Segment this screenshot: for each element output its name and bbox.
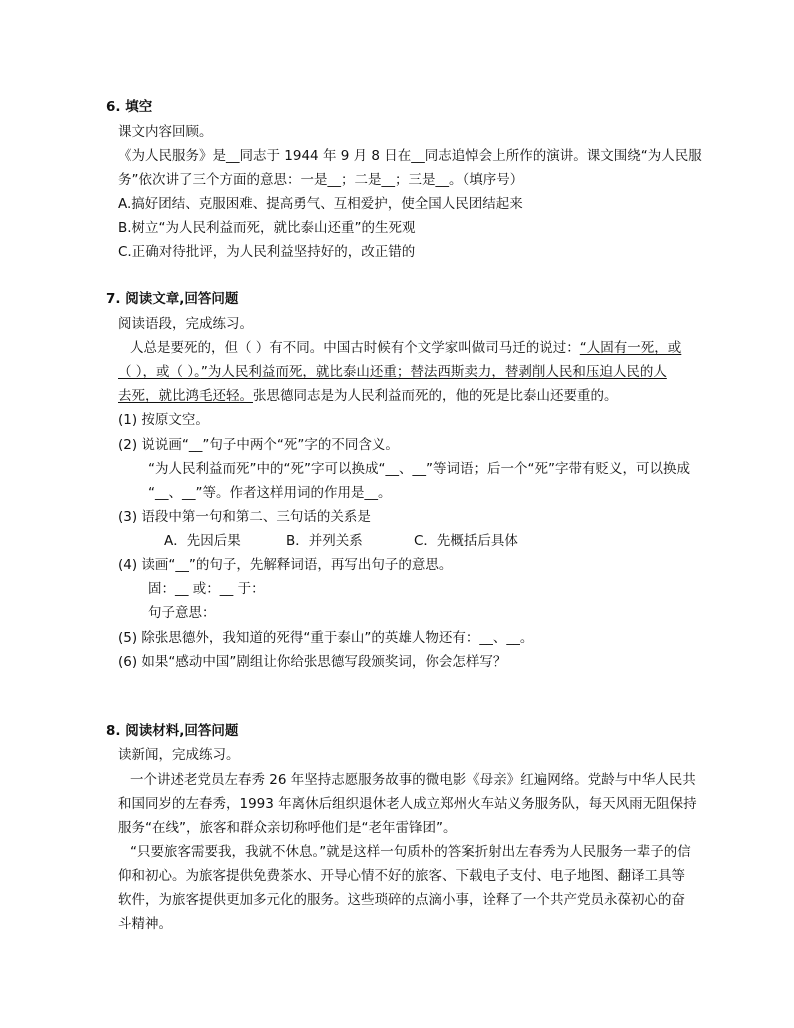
q8-paragraph-line: 软件，为旅客提供更加多元化的服务。这些琐碎的点滴小事，诠释了一个共产党员永葆初心的奋 bbox=[118, 892, 685, 908]
q7-item-3-option-a: A．先因后果 bbox=[164, 533, 241, 549]
q8-intro: 读新闻，完成练习。 bbox=[118, 747, 240, 763]
q7-item-6: (6) 如果“感动中国”剧组让你给张思德写段颁奖词，你会怎样写？ bbox=[118, 654, 507, 670]
q7-passage-line bbox=[118, 390, 618, 404]
q7-item-3-option-b: B．并列关系 bbox=[286, 533, 363, 549]
q7-passage-line bbox=[118, 366, 667, 380]
q7-item-5: (5) 除张思德外，我知道的死得“重于泰山”的英雄人物还有：__、__。 bbox=[118, 630, 534, 646]
underlined-sentence: “人固有一死，或 bbox=[579, 340, 682, 356]
q8-paragraph-line: 和国同岁的左春秀，1993 年离休后组织退休老人成立郑州火车站义务服务队，每天风雨无阻保持 bbox=[118, 796, 697, 812]
q6-instruction: 课文内容回顾。 bbox=[118, 124, 213, 140]
q7-item-4-meaning: 句子意思： bbox=[148, 605, 216, 621]
q7-item-2: (2) 说说画“__”句子中两个“死”字的不同含义。 bbox=[118, 437, 399, 453]
q8-title: 8. 阅读材料,回答问题 bbox=[106, 723, 239, 739]
underlined-sentence: ”为人民利益而死，就比泰山还重；替法西斯卖力，替剥削人民和压迫人民的人 bbox=[200, 364, 667, 380]
passage-text: 张思德同志是为人民利益而死的，他的死是比泰山还要重的。 bbox=[253, 388, 618, 404]
q8-paragraph-line: 一个讲述老党员左春秀 26 年坚持志愿服务故事的微电影《母亲》红遍网络。党龄与中华人民共 bbox=[130, 772, 696, 788]
q7-passage-line bbox=[130, 342, 681, 356]
q6-option-c: C.正确对待批评，为人民利益坚持好的，改正错的 bbox=[118, 244, 416, 260]
underlined-sentence: （ ），或（ ）。 bbox=[118, 364, 201, 380]
q6-question-line: 《为人民服务》是__同志于 1944 年 9 月 8 日在__同志追悼会上所作的演讲。课文围绕“为人民服 bbox=[118, 148, 702, 164]
q7-intro: 阅读语段，完成练习。 bbox=[118, 316, 253, 332]
q7-item-2-text: “__、__”等。作者这样用词的作用是__。 bbox=[148, 485, 392, 501]
q6-option-a: A.搞好团结、克服困难、提高勇气、互相爱护，使全国人民团结起来 bbox=[118, 196, 523, 212]
q7-item-1: (1) 按原文空。 bbox=[118, 412, 209, 428]
q7-item-3: (3) 语段中第一句和第二、三句话的关系是 bbox=[118, 509, 371, 525]
q8-paragraph-line: 服务“在线”，旅客和群众亲切称呼他们是“老年雷锋团”。 bbox=[118, 820, 457, 836]
q8-paragraph-line: 斗精神。 bbox=[118, 916, 172, 932]
q7-item-4: (4) 读画“__”的句子，先解释词语，再写出句子的意思。 bbox=[118, 557, 453, 573]
q8-paragraph-line: 仰和初心。为旅客提供免费茶水、开导心情不好的旅客、下载电子支付、电子地图、翻译工具等 bbox=[118, 868, 685, 884]
q6-question-line: 务”依次讲了三个方面的意思：一是__；二是__；三是__。（填序号） bbox=[118, 172, 524, 188]
q6-title: 6. 填空 bbox=[106, 99, 153, 115]
q7-item-3-option-c: C．先概括后具体 bbox=[414, 533, 518, 549]
q6-option-b: B.树立“为人民利益而死，就比泰山还重”的生死观 bbox=[118, 220, 416, 236]
underlined-sentence: 去死，就比鸿毛还轻。 bbox=[118, 388, 253, 404]
q8-paragraph-line: “只要旅客需要我，我就不休息。”就是这样一句质朴的答案折射出左春秀为人民服务一辈子的信 bbox=[130, 844, 691, 860]
q7-title: 7. 阅读文章,回答问题 bbox=[106, 291, 239, 307]
q7-item-2-text: “为人民利益而死”中的“死”字可以换成“__、__”等词语；后一个“死”字带有贬义，可以换成 bbox=[148, 461, 690, 477]
q7-item-4-words: 固：__ 或：__ 于： bbox=[148, 581, 265, 597]
passage-text: 人总是要死的，但（ ）有不同。中国古时候有个文学家叫做司马迁的说过： bbox=[130, 340, 580, 356]
